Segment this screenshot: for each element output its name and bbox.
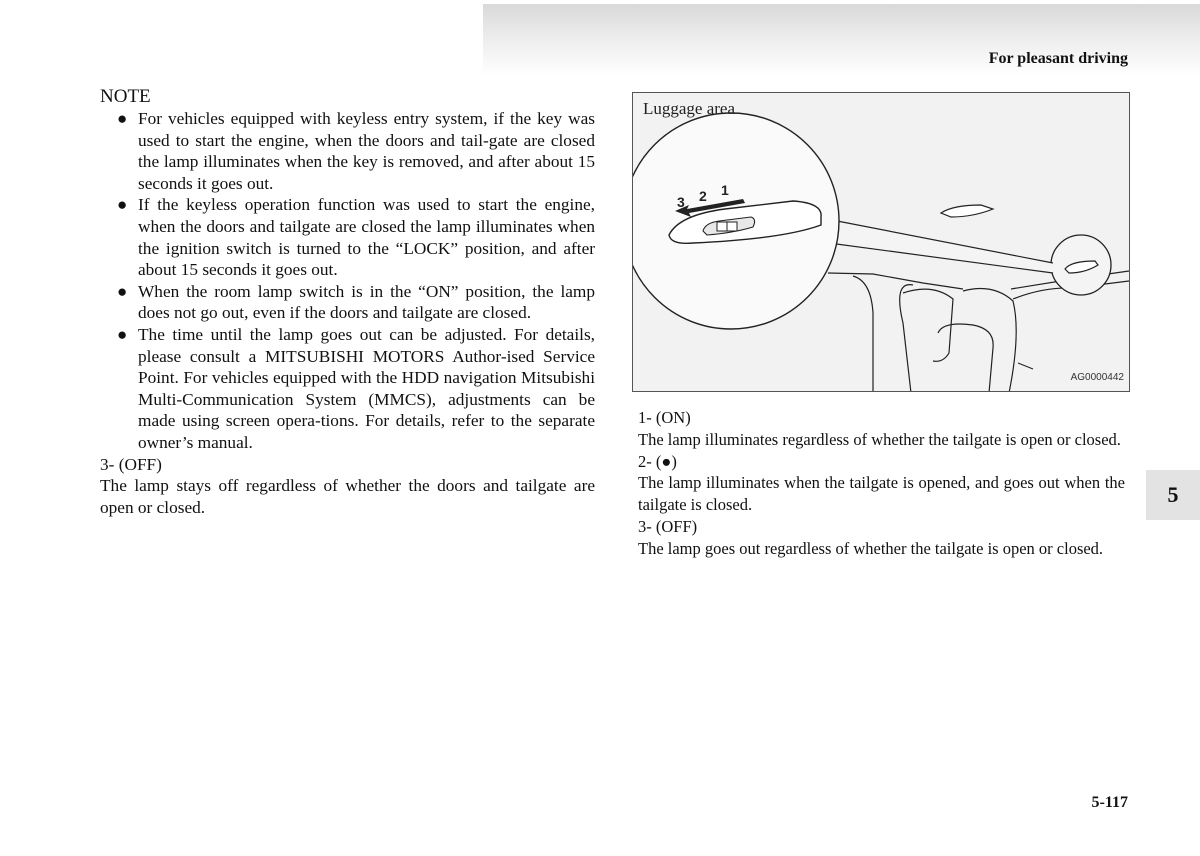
note-bullet-item bbox=[100, 324, 595, 454]
position-3-heading: 3- (OFF) bbox=[638, 516, 698, 536]
note-label: NOTE bbox=[100, 86, 151, 107]
figure-code: AG0000442 bbox=[1070, 372, 1124, 383]
bullet-icon: ● bbox=[117, 195, 128, 215]
note-bullet-item bbox=[100, 108, 595, 194]
luggage-area-figure bbox=[632, 92, 1130, 392]
luggage-lamp-illustration bbox=[633, 93, 1130, 392]
page-number: 5-117 bbox=[1091, 794, 1128, 811]
note-bullet-text: The time until the lamp goes out can be adjusted. For details, please consult a MITSUBISHI MOTORS Author-ised Service Point. For vehicles equipped with the HDD navigation Mitsubishi Multi-Communication System (MMCS), adjustments can be made using screen opera-tions. For details, refer to the separate owner’s manual. bbox=[138, 324, 595, 452]
position-2-description: The lamp illuminates when the tailgate is opened, and goes out when the tailgate is closed. bbox=[638, 473, 1125, 515]
note-bullet-text: If the keyless operation function was used to start the engine, when the doors and tailgate are closed the lamp illuminates when the ignition switch is turned to the “LOCK” position, and after about 15 seconds it goes out. bbox=[138, 195, 595, 280]
position-1-description: The lamp illuminates regardless of whether the tailgate is open or closed. bbox=[638, 429, 1121, 449]
off-description: The lamp stays off regardless of whether the doors and tailgate are open or closed. bbox=[100, 476, 595, 517]
bullet-icon: ● bbox=[117, 109, 128, 128]
right-column bbox=[638, 407, 1125, 560]
note-bullet-item bbox=[100, 281, 595, 324]
figure-label: Luggage area bbox=[643, 99, 736, 118]
switch-position-1: 1 bbox=[721, 182, 729, 198]
bullet-icon: ● bbox=[117, 281, 128, 301]
chapter-tab: 5 bbox=[1146, 470, 1200, 520]
note-bullet-item bbox=[100, 194, 595, 280]
note-bullet-text: When the room lamp switch is in the “ON” position, the lamp does not go out, even if the doors and tailgate are closed. bbox=[138, 281, 595, 323]
position-1-heading: 1- (ON) bbox=[638, 408, 691, 427]
off-heading: 3- (OFF) bbox=[100, 454, 162, 474]
section-title: For pleasant driving bbox=[988, 50, 1128, 67]
note-bullet-text: For vehicles equipped with keyless entry system, if the key was used to start the engine, when the doors and tail-gate are closed the lamp illuminates when the key is removed, and after about 15 seconds it goes out. bbox=[138, 109, 595, 193]
note-bullet-list bbox=[100, 108, 595, 454]
bullet-icon: ● bbox=[117, 324, 128, 344]
position-2-heading: 2- (●) bbox=[638, 451, 677, 471]
left-column bbox=[100, 86, 595, 518]
switch-position-3: 3 bbox=[677, 194, 685, 210]
position-3-description: The lamp goes out regardless of whether the tailgate is open or closed. bbox=[638, 538, 1104, 558]
switch-position-2: 2 bbox=[699, 188, 707, 204]
